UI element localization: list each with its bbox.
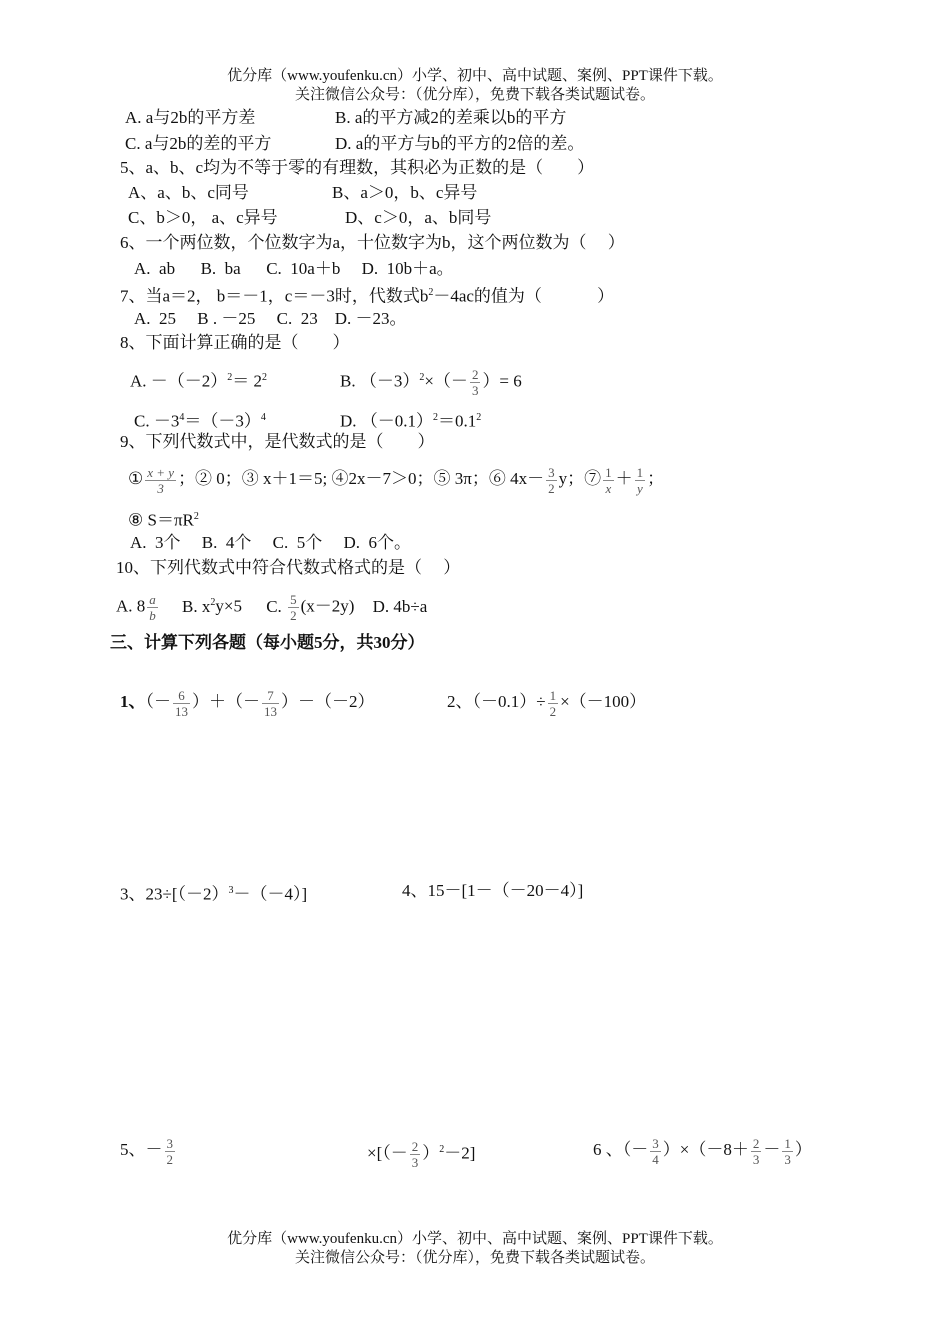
q10-a-den: b <box>149 608 156 624</box>
q7-superscript: 2 <box>428 287 434 298</box>
q8-c-sup2: 4 <box>260 412 266 423</box>
q9-item8-sup: 2 <box>193 511 199 522</box>
q10-b-sup: 2 <box>210 597 216 608</box>
q8-d-mid: ＝0.1 <box>438 411 477 431</box>
problem-2-pre: 2、（－0.1）÷ <box>447 692 546 711</box>
problem-2-fraction <box>548 688 559 719</box>
problem-6-pre: 6 、（－ <box>593 1140 649 1159</box>
q8-stem: 8、下面计算正确的是（ ） <box>120 333 350 352</box>
problem-1-c: ）－（－2） <box>281 692 375 711</box>
q10-option-d: D. 4b÷a <box>372 596 428 616</box>
q8-b-den: 3 <box>471 383 479 399</box>
q8-b-mid: ×（－ <box>424 371 468 391</box>
q9-item6-fraction <box>546 465 557 496</box>
problem-6-f1-num: 3 <box>652 1135 659 1151</box>
q9-item1-den: 3 <box>157 480 164 496</box>
problem-6-f2-den: 3 <box>752 1151 760 1167</box>
problem-6-f3-num: 1 <box>784 1135 791 1151</box>
problem-3-pre: 3、23÷[（－2） <box>120 884 229 904</box>
problem-1-fraction-2 <box>262 688 279 719</box>
q9-item7b-den: y <box>636 480 643 496</box>
q9-stem: 9、下列代数式中，是代数式的是（ ） <box>120 432 435 451</box>
q4-option-a: A. a与2b的平方差 <box>125 108 256 127</box>
problem-2-den: 2 <box>549 703 557 719</box>
q8-d-sup1: 2 <box>433 412 439 423</box>
problem-5-f2-num: 2 <box>411 1139 419 1155</box>
q7-options: A. 25 B . －25 C. 23 D. －23。 <box>134 309 407 328</box>
problem-1-f1-den: 13 <box>175 703 188 719</box>
q8-a-sup1: 2 <box>227 372 233 383</box>
q7-stem-pre: 7、当a＝2， b＝－1，c＝－3时，代数式b <box>120 286 429 306</box>
q8-b-sup: 2 <box>419 372 425 383</box>
problem-2-post: ×（－100） <box>560 692 647 711</box>
q9-item6-num: 3 <box>548 464 555 480</box>
problem-6-fraction-3 <box>782 1136 793 1167</box>
q8-a-pre: A. －（－2） <box>130 371 228 391</box>
problem-2-num: 1 <box>549 687 557 703</box>
q4-option-d: D. a的平方与b的平方的2倍的差。 <box>335 134 585 153</box>
problem-5-fraction-1 <box>165 1136 176 1167</box>
q5-option-a: A、a、b、c同号 <box>128 183 249 202</box>
problem-5-f1-den: 2 <box>166 1151 173 1167</box>
q9-item1-num: x + y <box>147 464 175 480</box>
problem-5-fraction-2 <box>410 1139 421 1170</box>
problem-5-start <box>120 1130 177 1170</box>
problem-6-fraction-2 <box>751 1136 762 1167</box>
q10-options <box>116 583 427 627</box>
q5-option-b: B、a＞0，b、c异号 <box>332 183 478 202</box>
problem-5-mid: ×[（－ <box>367 1143 408 1163</box>
q10-b-pre: B. x <box>182 596 211 616</box>
problem-1-f1-num: 6 <box>173 688 190 704</box>
q5-stem: 5、a、b、c均为不等于零的有理数，其积必为正数的是（ ） <box>120 158 595 177</box>
section-3-title: 三、计算下列各题（每小题5分，共30分） <box>110 633 425 652</box>
problem-5-sup: 2 <box>439 1144 445 1155</box>
q8-option-a <box>130 367 267 393</box>
problem-1-b: ）＋（－ <box>192 692 260 711</box>
q8-option-d <box>340 407 481 433</box>
problem-5-end <box>367 1130 475 1174</box>
problem-5-close: ） <box>422 1143 440 1163</box>
problem-1 <box>120 682 375 722</box>
footer-line-2: 关注微信公众号：（优分库），免费下载各类试题试卷。 <box>294 1250 655 1266</box>
problem-6-minus: － <box>763 1140 781 1159</box>
q10-b-post: y×5 <box>215 596 242 616</box>
q5-option-c: C、b＞0， a、c异号 <box>128 208 278 227</box>
problem-4: 4、15－[1－（－20－4）] <box>402 881 584 900</box>
problem-3-post: －（－4）] <box>233 884 308 904</box>
q9-item7a-den: x <box>605 480 612 496</box>
q9-options: A. 3个 B. 4个 C. 5个 D. 6个。 <box>130 533 411 552</box>
q10-c-num: 5 <box>290 592 297 608</box>
problem-2 <box>447 682 646 722</box>
q8-d-pre: D. （－0.1） <box>340 411 434 431</box>
q4-option-c: C. a与2b的差的平方 <box>125 134 272 153</box>
problem-6-post: ） <box>794 1140 812 1159</box>
q10-stem: 10、下列代数式中符合代数式格式的是（ ） <box>116 558 461 577</box>
q9-item7b-fraction <box>635 465 646 496</box>
q8-c-pre: C. －3 <box>134 411 180 431</box>
problem-6-f1-den: 4 <box>652 1151 659 1167</box>
q10-c-pre: C. <box>266 596 287 616</box>
problem-3 <box>120 880 307 906</box>
q10-c-post: (x－2y) <box>300 596 355 616</box>
q8-b-fraction <box>470 367 481 398</box>
q9-item7-post: ； <box>647 469 665 488</box>
q8-c-sup1: 4 <box>179 412 185 423</box>
problem-5-f2-den: 3 <box>411 1155 419 1171</box>
problem-1-label: 1、 <box>120 692 146 711</box>
problem-6-fraction-1 <box>650 1136 661 1167</box>
q9-items <box>128 459 664 499</box>
q9-item7-plus: ＋ <box>615 469 633 488</box>
problem-1-a: （－ <box>145 692 171 711</box>
problem-6-f3-den: 3 <box>784 1151 791 1167</box>
q9-item6-post: y；⑦ <box>558 469 602 488</box>
header-line-1: 优分库（www.youfenku.cn）小学、初中、高中试题、案例、PPT课件下载。 <box>227 68 723 84</box>
header-line-2: 关注微信公众号：（优分库），免费下载各类试题试卷。 <box>294 87 655 103</box>
q9-item7b-num: 1 <box>636 464 644 480</box>
q10-a-num: a <box>149 592 156 608</box>
problem-6-mid: ）×（－8＋ <box>662 1140 749 1159</box>
q5-option-d: D、c＞0，a、b同号 <box>345 208 492 227</box>
q7-stem <box>120 282 614 308</box>
q9-item8-text: ⑧ S＝πR <box>128 510 194 530</box>
q8-d-sup2: 2 <box>476 412 482 423</box>
q8-a-sup2: 2 <box>262 372 268 383</box>
q10-c-den: 2 <box>290 608 297 624</box>
problem-6-f2-num: 2 <box>752 1135 760 1151</box>
q6-stem: 6、一个两位数，个位数字为a，十位数字为b，这个两位数为（ ） <box>120 233 625 252</box>
q8-a-mid: ＝ 2 <box>232 371 263 391</box>
q8-option-b <box>340 359 522 401</box>
q8-b-post: ）= 6 <box>482 371 522 391</box>
problem-3-sup: 3 <box>228 885 234 896</box>
problem-1-f2-num: 7 <box>262 688 279 704</box>
problem-5-f1-num: 3 <box>166 1135 173 1151</box>
q7-stem-post: －4ac的值为（ ） <box>433 286 615 306</box>
q9-item7a-fraction <box>603 465 614 496</box>
q6-options: A. ab B. ba C. 10a＋b D. 10b＋a。 <box>134 259 454 278</box>
q4-option-b: B. a的平方减2的差乘以b的平方 <box>335 108 567 127</box>
problem-1-f2-den: 13 <box>264 703 277 719</box>
q9-item7a-num: 1 <box>605 464 612 480</box>
problem-5-post: －2] <box>444 1143 476 1163</box>
q9-item6-den: 2 <box>548 480 555 496</box>
footer-line-1: 优分库（www.youfenku.cn）小学、初中、高中试题、案例、PPT课件下载。 <box>227 1231 723 1247</box>
problem-6 <box>593 1130 812 1170</box>
q10-a-fraction <box>147 592 158 623</box>
q10-a-pre: A. 8 <box>116 596 146 616</box>
q9-item1-fraction <box>145 465 176 496</box>
q9-item8 <box>128 506 199 532</box>
q8-b-num: 2 <box>471 367 479 383</box>
q10-c-fraction <box>288 592 299 623</box>
problem-1-fraction-1 <box>173 688 190 719</box>
problem-5-pre: 5、－ <box>120 1140 163 1159</box>
q9-item1-pre: ① <box>128 469 144 488</box>
q9-items-middle: ；② 0；③ x＋1＝5; ④2x－7＞0；⑤ 3π；⑥ 4x－ <box>178 469 545 488</box>
q8-c-mid: ＝（－3） <box>184 411 261 431</box>
q8-b-pre: B. （－3） <box>340 371 420 391</box>
q8-option-c <box>134 407 266 433</box>
